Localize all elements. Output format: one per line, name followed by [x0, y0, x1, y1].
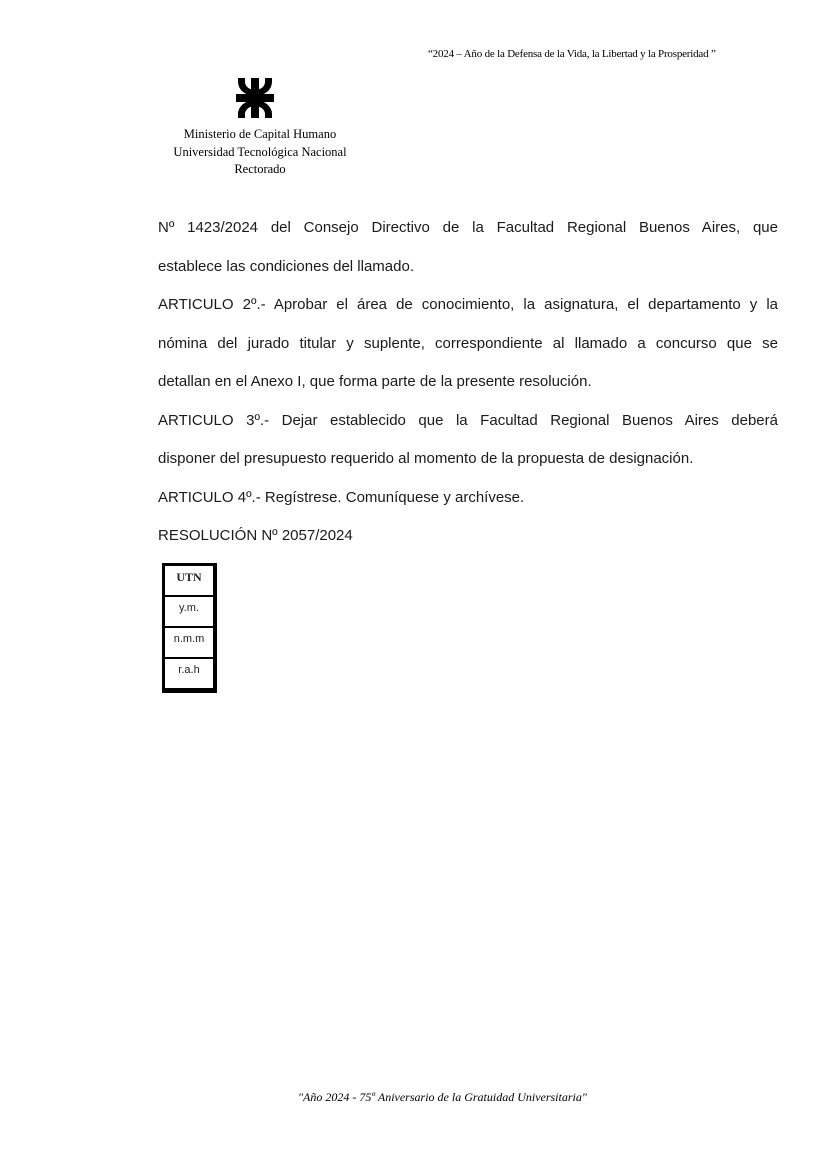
letterhead-office: Rectorado	[234, 162, 286, 176]
letterhead	[140, 126, 380, 179]
letterhead-ministry: Ministerio de Capital Humano	[183, 127, 337, 141]
initials-entry: y.m.	[165, 597, 213, 628]
resolution-number: RESOLUCIÓN Nº 2057/2024	[158, 527, 353, 544]
body-line: detallan en el Anexo I, que forma parte de la presente resolución.	[158, 373, 592, 390]
header-motto: “2024 – Año de la Defensa de la Vida, la Libertad y la Prosperidad ”	[428, 48, 716, 60]
resolution-body	[158, 214, 778, 561]
body-line: establece las condiciones del llamado.	[158, 257, 414, 275]
article-3: ARTICULO 3º.- Dejar establecido que la Facultad Regional Buenos Aires deberá	[158, 411, 778, 429]
article-4: ARTICULO 4º.- Regístrese. Comuníquese y archívese.	[158, 488, 525, 506]
initials-entry: r.a.h	[178, 664, 200, 676]
body-line: disponer del presupuesto requerido al momento de la propuesta de designación.	[158, 450, 694, 467]
initials-header: UTN	[165, 566, 213, 597]
footer-motto: "Año 2024 - 75º Aniversario de la Gratuidad Universitaria"	[298, 1090, 587, 1104]
article-2: ARTICULO 2º.- Aprobar el área de conocimiento, la asignatura, el departamento y la	[158, 296, 778, 313]
utn-logo-icon	[236, 78, 274, 118]
initials-entry: n.m.m	[165, 628, 213, 659]
body-line: nómina del jurado titular y suplente, correspondiente al llamado a concurso que se	[158, 334, 778, 352]
letterhead-university: Universidad Tecnológica Nacional	[173, 144, 347, 159]
initials-box	[162, 563, 217, 693]
body-line: Nº 1423/2024 del Consejo Directivo de la Facultad Regional Buenos Aires, que	[158, 219, 778, 236]
